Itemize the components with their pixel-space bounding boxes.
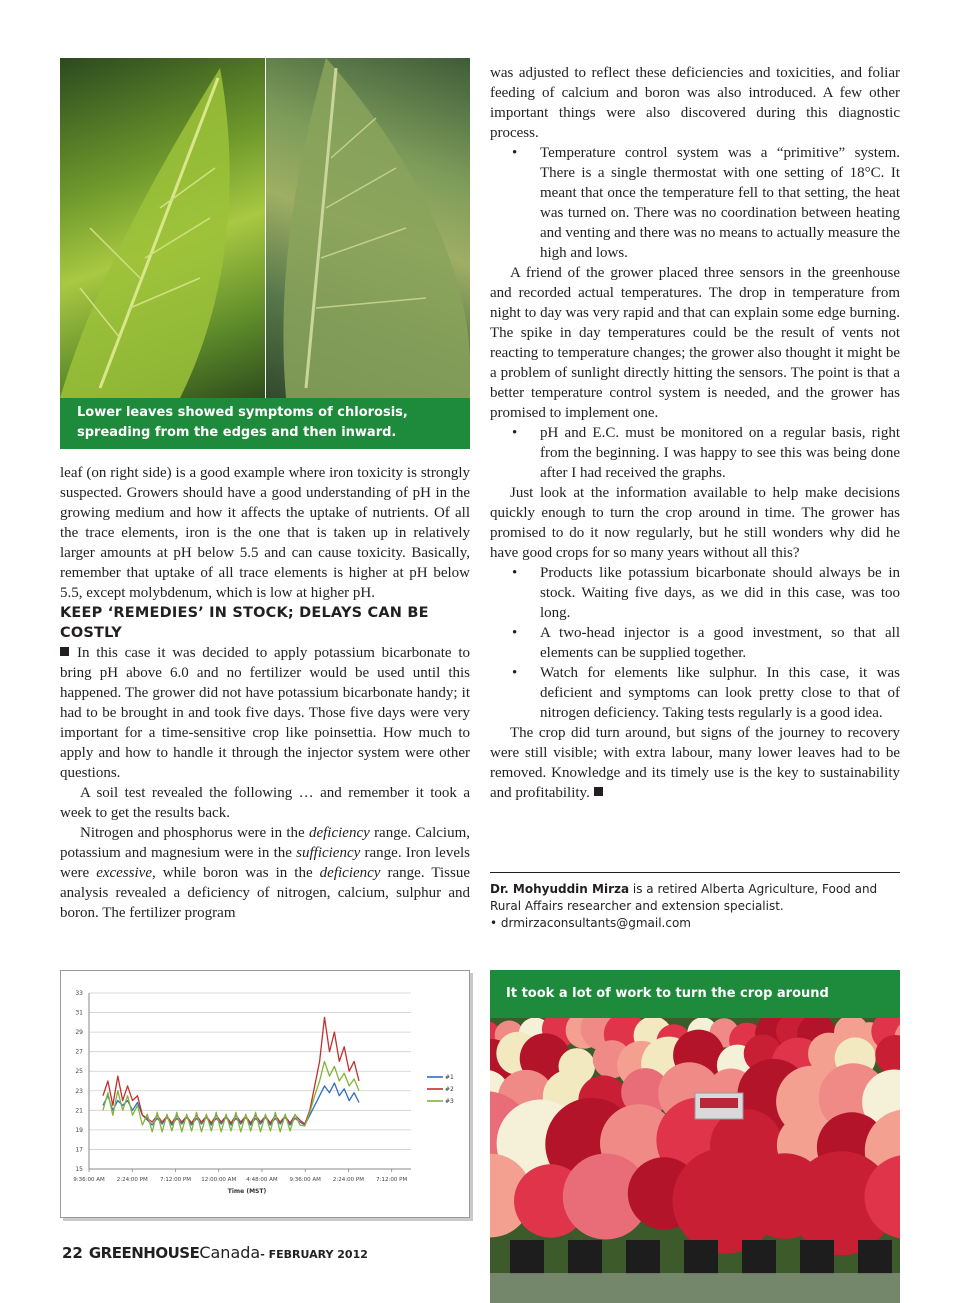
leaf-caption-line-2: spreading from the edges and then inward.	[77, 425, 397, 440]
chart-y-tick-label: 33	[75, 990, 83, 997]
poinsettia-illustration	[490, 1018, 900, 1303]
bullet-sulphur: • Watch for elements like sulphur. In this case, it was deficient and symptoms can look pretty close to that of nitrogen deficiency. Taking tests regularly is a good idea.	[490, 663, 900, 723]
poinsettia-photo	[490, 1018, 900, 1303]
leaf-photo-caption	[60, 398, 470, 449]
leaf-illustration-left	[60, 58, 265, 398]
chart-x-tick-label: 7:12:00 PM	[159, 1177, 191, 1183]
author-description: is a retired Alberta Agriculture, Food and Rural Affairs researcher and extension specialist.	[490, 882, 878, 913]
issue-date: - FEBRUARY 2012	[260, 1248, 368, 1261]
paragraph-turnaround	[490, 723, 900, 803]
author-email-line	[490, 915, 900, 932]
author-email[interactable]: drmirzaconsultants@gmail.com	[500, 916, 691, 930]
paragraph-sensors: A friend of the grower placed three sensors in the greenhouse and recorded actual temperatures. The drop in temperature from night to day was very rapid and that can explain some edge burning. The spike in day temperatures could be the result of vents not reacting to temperature changes; the grower also thought it might be a problem of sunlight directly hitting the sensors. The point is that a better temperature control system is needed, and the grower has promised to implement one.	[490, 265, 900, 421]
soil-term-sufficiency: sufficiency	[296, 845, 361, 861]
plant-pot	[858, 1240, 892, 1274]
leaf-photo-left	[60, 58, 265, 398]
chart-y-tick-label: 19	[75, 1126, 83, 1134]
end-mark-square-icon	[594, 787, 603, 796]
soil-text-2: range. Calcium, potassium and magnesium were in the	[60, 825, 470, 861]
bullet-injector: • A two-head injector is a good investment, so that all elements can be supplied together.	[490, 623, 900, 663]
soil-text-4: while boron was in the	[155, 865, 320, 881]
soil-text-5: range. Tissue analysis revealed a deficiency of nitrogen, calcium, sulphur and boron. The fertilizer program	[60, 865, 470, 921]
soil-term-excessive: excessive,	[96, 865, 156, 881]
paragraph-intro: leaf (on right side) is a good example where iron toxicity is strongly suspected. Growers should have a good understanding of pH in the growing medium and how it affects the uptake of nutrients. Of all the trace elements, iron is the one that is taken up in relatively larger amounts at pH below 5.5 and can cause toxicity. Basically, remember that uptake of all trace elements is higher at pH below 5.5, except molybdenum, which is low at higher pH.	[60, 465, 470, 601]
chart-legend-label: #3	[445, 1098, 454, 1105]
chart-x-axis-label: Time (MST)	[227, 1188, 267, 1195]
chart-y-tick-label: 25	[75, 1068, 83, 1076]
plant-pot	[684, 1240, 718, 1274]
chart-x-tick-label: 2:24:00 PM	[116, 1177, 148, 1183]
paragraph-turnaround-text: The crop did turn around, but signs of the journey to recovery were still visible; with extra labour, many lower leaves had to be removed. Knowledge and its timely use is the key to sustainability and profitability.	[490, 725, 900, 801]
bullet-ph-ec: • pH and E.C. must be monitored on a regular basis, right from the beginning. I was happy to see this was being done after I had received the graphs.	[490, 423, 900, 483]
paragraph-adjusted: was adjusted to reflect these deficiencies and toxicities, and foliar feeding of calcium and boron was also introduced. A few other important things were also discovered during this diagnostic process.	[490, 65, 900, 141]
temperature-chart-svg	[61, 971, 469, 1217]
page-number: 22	[62, 1244, 83, 1262]
soil-term-deficiency-2: deficiency	[319, 865, 381, 881]
page-footer	[62, 1243, 368, 1262]
leaf-photo-right	[266, 58, 470, 398]
chart-x-tick-label: 12:00:00 AM	[201, 1177, 237, 1183]
soil-text-3: range. Iron levels were	[60, 845, 470, 881]
right-column	[490, 63, 900, 803]
chart-y-tick-label: 17	[75, 1146, 83, 1154]
bullet-temperature: • Temperature control system was a “primitive” system. There is a single thermostat with one setting of 18°C. It meant that once the temperature fell to that setting, the heat was turned on. There was no coordination between heating and venting and there was no means to actually measure the high and lows.	[490, 143, 900, 263]
crop-photo-caption: It took a lot of work to turn the crop around	[490, 970, 900, 1018]
bench-grate	[490, 1273, 900, 1303]
paragraph-remedies	[60, 643, 470, 783]
chart-series-line-3	[103, 1061, 359, 1131]
magazine-name-bold: GREENHOUSE	[88, 1244, 200, 1262]
leaf-illustration-right	[266, 58, 470, 398]
chart-series-line-2	[103, 1017, 359, 1124]
chart-x-tick-label: 4:48:00 AM	[246, 1177, 278, 1183]
author-bio-text	[490, 881, 900, 915]
chart-y-tick-label: 23	[75, 1087, 83, 1095]
chart-y-tick-label: 31	[75, 1009, 83, 1017]
chart-x-tick-label: 2:24:00 PM	[332, 1177, 364, 1183]
chart-y-tick-label: 27	[75, 1048, 83, 1056]
soil-term-deficiency: deficiency	[308, 825, 370, 841]
chart-y-tick-label: 15	[75, 1166, 83, 1173]
chart-legend-label: #1	[445, 1074, 454, 1081]
bullet-products: • Products like potassium bicarbonate should always be in stock. Waiting five days, as we did in this case, was too long.	[490, 563, 900, 623]
magazine-name-light: Canada	[199, 1243, 261, 1262]
section-start-square-icon	[60, 647, 69, 656]
chart-legend-label: #2	[445, 1086, 454, 1093]
leaf-caption-line-1: Lower leaves showed symptoms of chlorosis,	[77, 405, 408, 420]
plant-pot	[510, 1240, 544, 1274]
paragraph-information: Just look at the information available to help make decisions quickly enough to turn the crop around in time. The grower has promised to do it now regularly, but he still wonders why did he have good crops for so many years without all this?	[490, 485, 900, 561]
bullet-dot-icon: •	[490, 916, 501, 930]
paragraph-remedies-text: In this case it was decided to apply potassium bicarbonate to bring pH above 6.0 and no fertilizer would be used until this happened. The grower did not have potassium bicarbonate handy; it had to be brought in and took five days. Those five days were very important for a time-sensitive crop like poinsettia. How much to apply and how to handle it through the injector system were other questions.	[60, 645, 470, 781]
author-bio	[490, 872, 900, 932]
paragraph-soil-test: A soil test revealed the following … and remember it took a week to get the results back.	[60, 785, 470, 821]
chart-y-tick-label: 29	[75, 1029, 83, 1037]
plant-pot	[742, 1240, 776, 1274]
soil-text-1: Nitrogen and phosphorus were in the	[80, 825, 309, 841]
plant-label-stripe	[700, 1098, 738, 1108]
plant-pot	[800, 1240, 834, 1274]
chart-x-tick-label: 7:12:00 PM	[376, 1177, 408, 1183]
plant-pot	[626, 1240, 660, 1274]
author-name: Dr. Mohyuddin Mirza	[490, 882, 630, 896]
section-heading: KEEP ‘REMEDIES’ IN STOCK; DELAYS CAN BE COSTLY	[60, 605, 429, 641]
chart-x-tick-label: 9:36:00 AM	[73, 1177, 105, 1183]
plant-pot	[568, 1240, 602, 1274]
temperature-chart	[60, 970, 470, 1218]
left-column	[60, 463, 470, 923]
chart-y-tick-label: 21	[75, 1107, 83, 1115]
chart-x-tick-label: 9:36:00 AM	[289, 1177, 321, 1183]
paragraph-soil-results	[60, 823, 470, 923]
